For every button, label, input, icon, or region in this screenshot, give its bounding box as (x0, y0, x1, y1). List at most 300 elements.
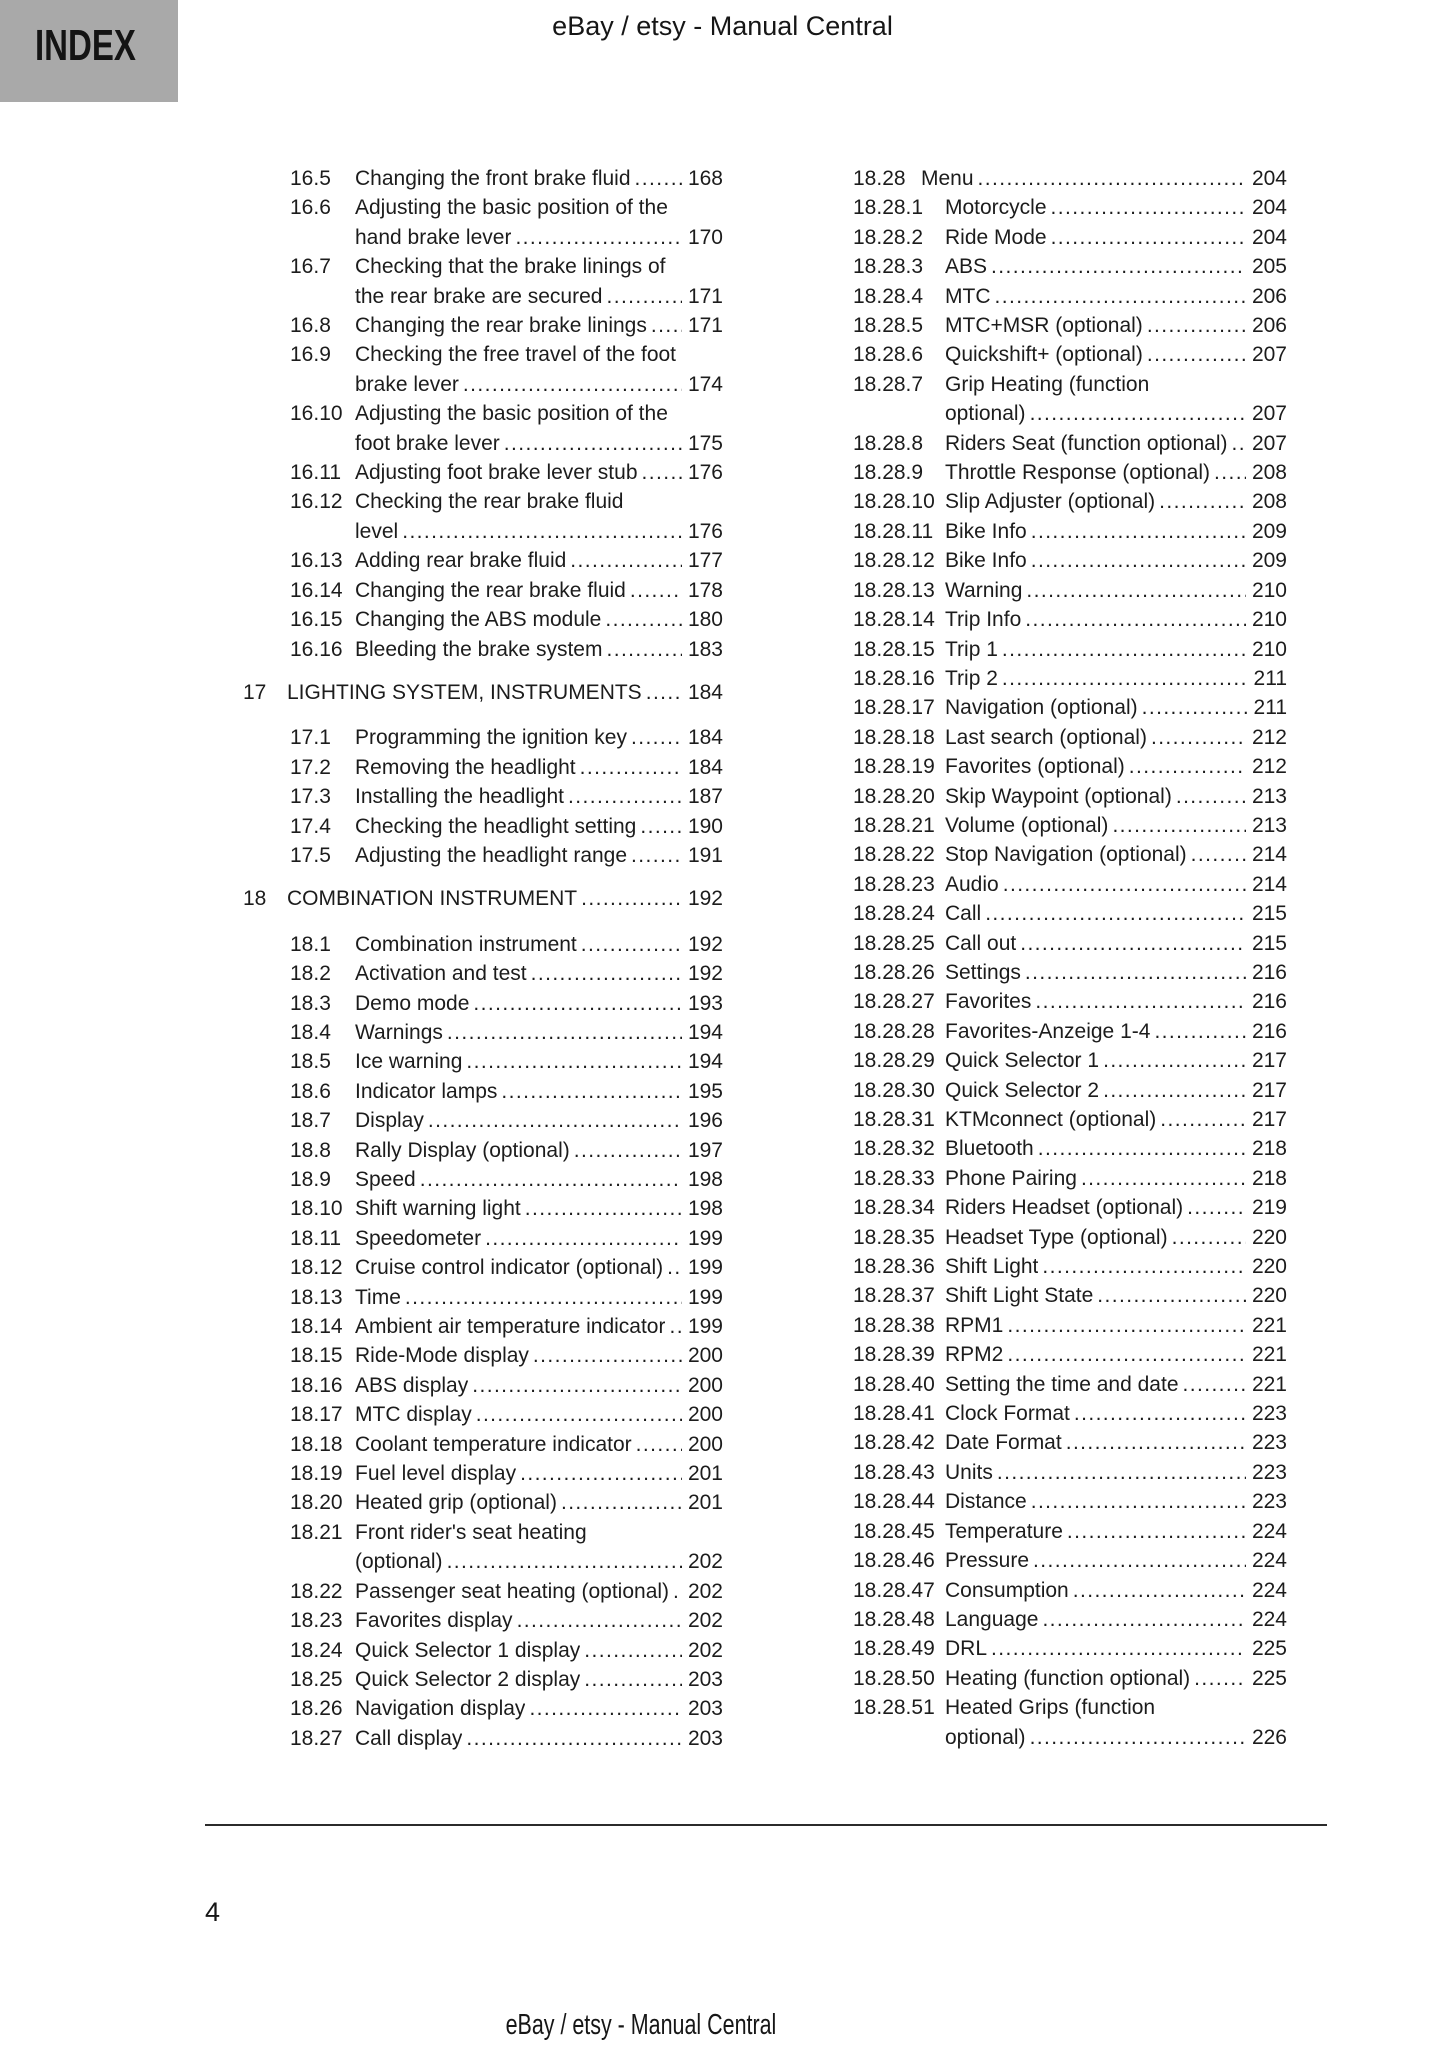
toc-entry-title-line: Changing the rear brake fluid (355, 578, 626, 602)
toc-entry-number: 18.19 (290, 1462, 343, 1486)
toc-entry-last-line (945, 1664, 1287, 1693)
toc-entry-number: 16.6 (290, 196, 331, 220)
dot-leader (1030, 1723, 1246, 1752)
toc-entry-last-line (287, 678, 723, 707)
toc-entry (243, 487, 723, 546)
toc-entry-number: 16.14 (290, 578, 343, 602)
toc-chapter-entry (243, 678, 723, 707)
toc-entry-body (355, 930, 723, 959)
toc-entry-number: 16.7 (290, 255, 331, 279)
dot-leader (646, 678, 682, 707)
toc-entry (243, 1518, 723, 1577)
toc-entry-last-line (355, 605, 723, 634)
toc-entry-title-line: Quick Selector 1 display (355, 1638, 581, 1662)
toc-entry-body (355, 1400, 723, 1429)
toc-entry-title-line: the rear brake are secured (355, 284, 603, 308)
toc-entry-last-line (945, 1046, 1287, 1075)
dot-leader (1214, 458, 1246, 487)
dot-leader (1066, 1428, 1246, 1457)
toc-entry-number: 18.28.8 (853, 431, 924, 455)
dot-leader (1160, 1105, 1246, 1134)
toc-entry-body (355, 1047, 723, 1076)
dot-leader (570, 546, 682, 575)
toc-entry (853, 576, 1287, 605)
toc-entry-body (945, 870, 1287, 899)
toc-entry-last-line (945, 399, 1287, 428)
toc-entry-last-line (921, 164, 1287, 193)
toc-entry-last-line (945, 1370, 1287, 1399)
dot-leader (402, 517, 682, 546)
toc-entry-title-line: Adjusting foot brake lever stub (355, 461, 638, 485)
toc-entry-last-line (355, 1341, 723, 1370)
toc-entry-page: 217 (1251, 1049, 1287, 1073)
toc-entry-title-line: optional) (945, 1725, 1026, 1749)
toc-entry-number: 18.28.18 (853, 725, 935, 749)
toc-entry (243, 1724, 723, 1753)
dot-leader (581, 884, 682, 913)
toc-entry-title-line: Favorites display (355, 1609, 513, 1633)
toc-entry-last-line (945, 664, 1287, 693)
toc-entry-page: 192 (687, 962, 723, 986)
toc-entry-title-line: Audio (945, 872, 999, 896)
toc-entry-number: 17.5 (290, 843, 331, 867)
toc-entry-title-line: Riders Headset (optional) (945, 1196, 1184, 1220)
toc-entry-body (355, 1488, 723, 1517)
toc-entry-page: 218 (1251, 1166, 1287, 1190)
toc-entry-number: 18.28.15 (853, 637, 935, 661)
toc-entry (853, 1370, 1287, 1399)
toc-entry-title-line: Volume (optional) (945, 813, 1109, 837)
toc-entry-number: 16.15 (290, 608, 343, 632)
toc-entry-body (945, 1281, 1287, 1310)
dot-leader (991, 252, 1246, 281)
toc-entry-last-line (945, 1576, 1287, 1605)
toc-entry-title-line: Headset Type (optional) (945, 1225, 1168, 1249)
toc-entry-page: 215 (1251, 902, 1287, 926)
toc-entry-page: 224 (1251, 1549, 1287, 1573)
toc-entry-body (355, 1665, 723, 1694)
toc-entry-page: 223 (1251, 1431, 1287, 1455)
toc-entry-body (287, 884, 723, 913)
dot-leader (420, 1165, 682, 1194)
toc-entry-title-line: Skip Waypoint (optional) (945, 784, 1172, 808)
toc-entry-body (945, 458, 1287, 487)
dot-leader (517, 1606, 682, 1635)
toc-entry (243, 1665, 723, 1694)
toc-entry-page: 204 (1251, 225, 1287, 249)
toc-entry-body (287, 678, 723, 707)
toc-entry (853, 223, 1287, 252)
dot-leader (501, 1077, 682, 1106)
toc-entry-number: 18.28.30 (853, 1078, 935, 1102)
toc-entry-last-line (945, 1723, 1287, 1752)
dot-leader (636, 1430, 682, 1459)
toc-entry-number: 18.28.19 (853, 755, 935, 779)
toc-entry-title-line: Quick Selector 2 display (355, 1667, 581, 1691)
toc-entry-number: 18.28.41 (853, 1402, 935, 1426)
toc-entry-page: 199 (687, 1285, 723, 1309)
dot-leader (1042, 1252, 1246, 1281)
toc-entry-title-line: Call display (355, 1726, 463, 1750)
dot-leader (985, 899, 1246, 928)
toc-entry (243, 812, 723, 841)
toc-entry-title-line: Menu (921, 167, 974, 190)
toc-entry-page: 202 (687, 1609, 723, 1633)
toc-entry-body (355, 193, 723, 252)
toc-entry-body (945, 576, 1287, 605)
toc-entry-title-line: Speed (355, 1168, 416, 1191)
toc-entry-body (355, 1253, 723, 1282)
toc-entry-body (355, 1312, 723, 1341)
toc-entry-body (945, 1164, 1287, 1193)
toc-entry-body (945, 1311, 1287, 1340)
toc-entry-page: 211 (1253, 696, 1287, 720)
toc-entry-page: 208 (1251, 490, 1287, 514)
toc-entry-page: 204 (1251, 167, 1287, 190)
toc-entry-last-line (355, 458, 723, 487)
dot-leader (515, 223, 682, 252)
toc-entry-title-line: Consumption (945, 1578, 1069, 1602)
toc-entry-title-line: Units (945, 1460, 993, 1484)
toc-entry-last-line (355, 311, 723, 340)
toc-entry-number: 18.28.13 (853, 578, 935, 602)
toc-entry-number: 17.2 (290, 755, 331, 779)
dot-leader (1097, 1281, 1246, 1310)
toc-entry-page: 203 (687, 1726, 723, 1750)
toc-entry-last-line (945, 1017, 1287, 1046)
toc-entry-last-line (355, 1430, 723, 1459)
toc-entry-body (355, 1018, 723, 1047)
toc-entry-number: 16.9 (290, 343, 331, 367)
toc-entry-last-line (945, 605, 1287, 634)
toc-entry-body (355, 841, 723, 870)
toc-entry-title-line: Combination instrument (355, 932, 577, 956)
toc-entry-body (945, 1428, 1287, 1457)
dot-leader (1176, 782, 1246, 811)
toc-entry-number: 16.8 (290, 314, 331, 338)
toc-entry-title-line: hand brake lever (355, 225, 512, 249)
toc-entry-title-line: Adjusting the basic position of the (355, 196, 668, 220)
toc-entry-title-line: Distance (945, 1490, 1027, 1514)
toc-entry-last-line (945, 1105, 1287, 1134)
toc-entry-number: 18.28.47 (853, 1578, 935, 1602)
toc-entry-last-line (945, 1399, 1287, 1428)
toc-entry-number: 18.28.35 (853, 1225, 935, 1249)
toc-entry-title-line: Programming the ignition key (355, 726, 627, 750)
dot-leader (1025, 605, 1246, 634)
toc-entry (853, 958, 1287, 987)
dot-leader (1073, 1576, 1246, 1605)
toc-entry-body (945, 1193, 1287, 1222)
toc-entry-number: 18.18 (290, 1432, 343, 1456)
toc-entry-page: 206 (1251, 284, 1287, 308)
toc-entry-number: 18.28.25 (853, 931, 935, 955)
toc-entry-body (355, 1224, 723, 1253)
dot-leader (1187, 1193, 1246, 1222)
toc-chapter-entry (243, 884, 723, 913)
toc-entry-last-line (355, 1459, 723, 1488)
toc-entry-last-line (355, 1018, 723, 1047)
toc-entry-number: 18.28.29 (853, 1049, 935, 1073)
toc-entry-last-line (945, 752, 1287, 781)
toc-entry-body (945, 1370, 1287, 1399)
dot-leader (473, 989, 682, 1018)
toc-entry-body (945, 752, 1287, 781)
toc-entry-number: 18.14 (290, 1315, 343, 1339)
toc-entry-last-line (355, 1136, 723, 1165)
toc-entry-title-line: Installing the headlight (355, 785, 564, 809)
toc-entry-body (945, 1223, 1287, 1252)
toc-entry (243, 782, 723, 811)
toc-entry-page: 207 (1251, 402, 1287, 426)
toc-entry (243, 340, 723, 399)
toc-entry-body (945, 517, 1287, 546)
toc-entry-body (355, 1165, 723, 1194)
toc-entry-last-line (945, 1193, 1287, 1222)
toc-entry-number: 18.28 (853, 167, 906, 190)
toc-entry (853, 429, 1287, 458)
toc-entry-last-line (945, 723, 1287, 752)
dot-leader (1142, 693, 1247, 722)
dot-leader (1025, 958, 1246, 987)
toc-entry-number: 18.15 (290, 1344, 343, 1368)
toc-entry-body (355, 723, 723, 752)
toc-entry-page: 200 (687, 1403, 723, 1427)
toc-entry-title-line: Changing the ABS module (355, 608, 602, 632)
toc-entry-title-line: MTC+MSR (optional) (945, 314, 1143, 338)
toc-entry-title-line: Temperature (945, 1519, 1063, 1543)
dot-leader (1042, 1605, 1246, 1634)
toc-entry-number: 18.28.26 (853, 960, 935, 984)
toc-entry-title-line: Ride-Mode display (355, 1344, 529, 1368)
toc-entry-number: 16.5 (290, 167, 331, 190)
toc-entry-title-line: Changing the rear brake linings (355, 314, 647, 338)
toc-entry-page: 198 (687, 1168, 723, 1191)
toc-entry (243, 1606, 723, 1635)
toc-entry-number: 18.28.10 (853, 490, 935, 514)
toc-entry-body (355, 753, 723, 782)
toc-entry-body (355, 1283, 723, 1312)
toc-entry (853, 1546, 1287, 1575)
toc-entry (243, 1430, 723, 1459)
toc-entry-body (355, 782, 723, 811)
toc-entry-number: 18.28.48 (853, 1607, 935, 1631)
dot-leader (630, 576, 682, 605)
toc-entry-body (945, 840, 1287, 869)
toc-entry-title-line: Ice warning (355, 1050, 463, 1074)
toc-entry (853, 1605, 1287, 1634)
toc-entry-body (355, 546, 723, 575)
toc-entry-last-line (945, 958, 1287, 987)
toc-entry-page: 220 (1251, 1255, 1287, 1279)
dot-leader (463, 370, 682, 399)
toc-entry-body (355, 605, 723, 634)
toc-entry-number: 18.28.4 (853, 284, 924, 308)
toc-entry-number: 16.16 (290, 637, 343, 661)
toc-entry-page: 198 (687, 1197, 723, 1221)
toc-entry-page: 199 (687, 1226, 723, 1250)
document-footer-title (0, 2010, 1282, 2042)
toc-entry-last-line (355, 1047, 723, 1076)
dot-leader (476, 1400, 682, 1429)
toc-entry (853, 1223, 1287, 1252)
toc-entry-page: 223 (1251, 1490, 1287, 1514)
dot-leader (466, 1047, 682, 1076)
toc-entry-last-line (945, 1311, 1287, 1340)
toc-entry-body (945, 1693, 1287, 1752)
toc-entry-page: 216 (1251, 960, 1287, 984)
toc-entry-last-line (287, 884, 723, 913)
toc-entry-body (355, 487, 723, 546)
footer-rule (205, 1824, 1327, 1826)
toc-entry (853, 664, 1287, 693)
toc-entry-number: 18.28.38 (853, 1313, 935, 1337)
dot-leader (667, 1253, 682, 1282)
toc-entry-page: 200 (687, 1373, 723, 1397)
dot-leader (529, 1694, 682, 1723)
dot-leader (561, 1488, 682, 1517)
toc-entry-last-line (355, 1106, 723, 1135)
toc-entry (243, 930, 723, 959)
toc-entry-page: 208 (1251, 461, 1287, 485)
dot-leader (1031, 546, 1246, 575)
toc-entry-page: 223 (1251, 1460, 1287, 1484)
toc-entry-number: 18.28.39 (853, 1343, 935, 1367)
toc-entry (853, 1487, 1287, 1516)
index-tab-label: INDEX (35, 21, 136, 70)
toc-entry-last-line (355, 282, 723, 311)
toc-entry (853, 1164, 1287, 1193)
toc-entry-title-line: Activation and test (355, 962, 527, 986)
toc-entry-last-line (355, 546, 723, 575)
toc-entry-title-line: Shift warning light (355, 1197, 521, 1221)
toc-entry-page: 212 (1251, 725, 1287, 749)
toc-entry-page: 224 (1251, 1607, 1287, 1631)
toc-entry-title-line: COMBINATION INSTRUMENT (287, 887, 578, 911)
toc-entry-title-line: Rally Display (optional) (355, 1138, 570, 1162)
dot-leader (669, 1312, 681, 1341)
toc-entry-title-line: RPM1 (945, 1313, 1004, 1337)
toc-entry-title-line: Slip Adjuster (optional) (945, 490, 1156, 514)
toc-entry (243, 605, 723, 634)
toc-entry (853, 987, 1287, 1016)
document-footer-title-text: eBay / etsy - Manual Central (505, 2009, 777, 2041)
toc-entry-title-line: Date Format (945, 1431, 1062, 1455)
toc-entry-page: 211 (1253, 666, 1287, 690)
dot-leader (978, 164, 1246, 193)
toc-entry-body (945, 1546, 1287, 1575)
dot-leader (605, 605, 682, 634)
toc-entry-number: 18.26 (290, 1697, 343, 1721)
dot-leader (1147, 311, 1246, 340)
toc-entry-body (355, 340, 723, 399)
toc-entry (243, 1077, 723, 1106)
toc-entry-page: 174 (687, 372, 723, 396)
toc-entry-page: 221 (1251, 1343, 1287, 1367)
toc-entry-page: 221 (1251, 1313, 1287, 1337)
toc-entry-body (945, 1399, 1287, 1428)
toc-entry-title-line: Bike Info (945, 519, 1027, 543)
toc-entry-body (355, 1430, 723, 1459)
toc-entry (243, 458, 723, 487)
toc-entry (853, 1252, 1287, 1281)
toc-entry-page: 224 (1251, 1578, 1287, 1602)
toc-entry-page: 171 (687, 284, 723, 308)
toc-entry-page: 170 (687, 225, 723, 249)
toc-entry-last-line (355, 1371, 723, 1400)
toc-entry-last-line (945, 1134, 1287, 1163)
toc-entry-title-line: Adding rear brake fluid (355, 549, 567, 573)
toc-entry-number: 18.28.24 (853, 902, 935, 926)
toc-entry-number: 18.9 (290, 1168, 331, 1191)
toc-entry (243, 1106, 723, 1135)
dot-leader (995, 282, 1246, 311)
toc-entry (853, 1428, 1287, 1457)
toc-entry-title-line: Trip 2 (945, 666, 998, 690)
toc-entry-last-line (945, 223, 1287, 252)
toc-entry-body (945, 693, 1287, 722)
toc-entry-last-line (355, 1488, 723, 1517)
toc-entry-title-line: foot brake lever (355, 431, 500, 455)
toc-entry-number: 18.3 (290, 991, 331, 1015)
toc-entry-number: 18.28.5 (853, 314, 924, 338)
toc-entry (243, 1459, 723, 1488)
toc-entry-last-line (355, 841, 723, 870)
toc-entry-body (945, 1487, 1287, 1516)
toc-entry-number: 18.23 (290, 1609, 343, 1633)
toc-entry-page: 192 (687, 887, 723, 911)
toc-entry (853, 1576, 1287, 1605)
toc-entry (853, 193, 1287, 222)
toc-entry-number: 17.1 (290, 726, 331, 750)
dot-leader (1031, 1487, 1246, 1516)
toc-entry-title-line: LIGHTING SYSTEM, INSTRUMENTS (287, 680, 642, 704)
toc-entry-number: 18.28.1 (853, 196, 924, 220)
toc-entry-number: 18.12 (290, 1256, 343, 1280)
toc-entry-title-line: level (355, 519, 399, 543)
toc-entry-body (355, 1341, 723, 1370)
toc-entry-page: 202 (687, 1638, 723, 1662)
toc-entry-last-line (355, 429, 723, 458)
toc-entry-body (355, 1724, 723, 1753)
toc-entry-body (355, 989, 723, 1018)
toc-entry-page: 190 (687, 814, 723, 838)
toc-entry-page: 203 (687, 1667, 723, 1691)
toc-entry-title-line: Checking that the brake linings of (355, 255, 666, 279)
toc-entry-last-line (355, 989, 723, 1018)
dot-leader (525, 1194, 682, 1223)
toc-entry-body (945, 811, 1287, 840)
toc-entry-title-line: Last search (optional) (945, 725, 1147, 749)
dot-leader (584, 1665, 682, 1694)
toc-entry-last-line (945, 782, 1287, 811)
dot-leader (504, 429, 682, 458)
toc-entry-title-line: MTC (945, 284, 991, 308)
toc-entry-body (945, 899, 1287, 928)
toc-entry-page: 206 (1251, 314, 1287, 338)
dot-leader (447, 1018, 682, 1047)
toc-entry-last-line (945, 1546, 1287, 1575)
toc-entry-page: 184 (687, 680, 723, 704)
toc-entry (853, 1076, 1287, 1105)
dot-leader (1038, 1134, 1246, 1163)
toc-entry-last-line (945, 1281, 1287, 1310)
toc-entry-title-line: Phone Pairing (945, 1166, 1077, 1190)
toc-entry-last-line (945, 1340, 1287, 1369)
dot-leader (428, 1106, 682, 1135)
toc-entry-title-line: Setting the time and date (945, 1372, 1179, 1396)
dot-leader (1232, 429, 1246, 458)
